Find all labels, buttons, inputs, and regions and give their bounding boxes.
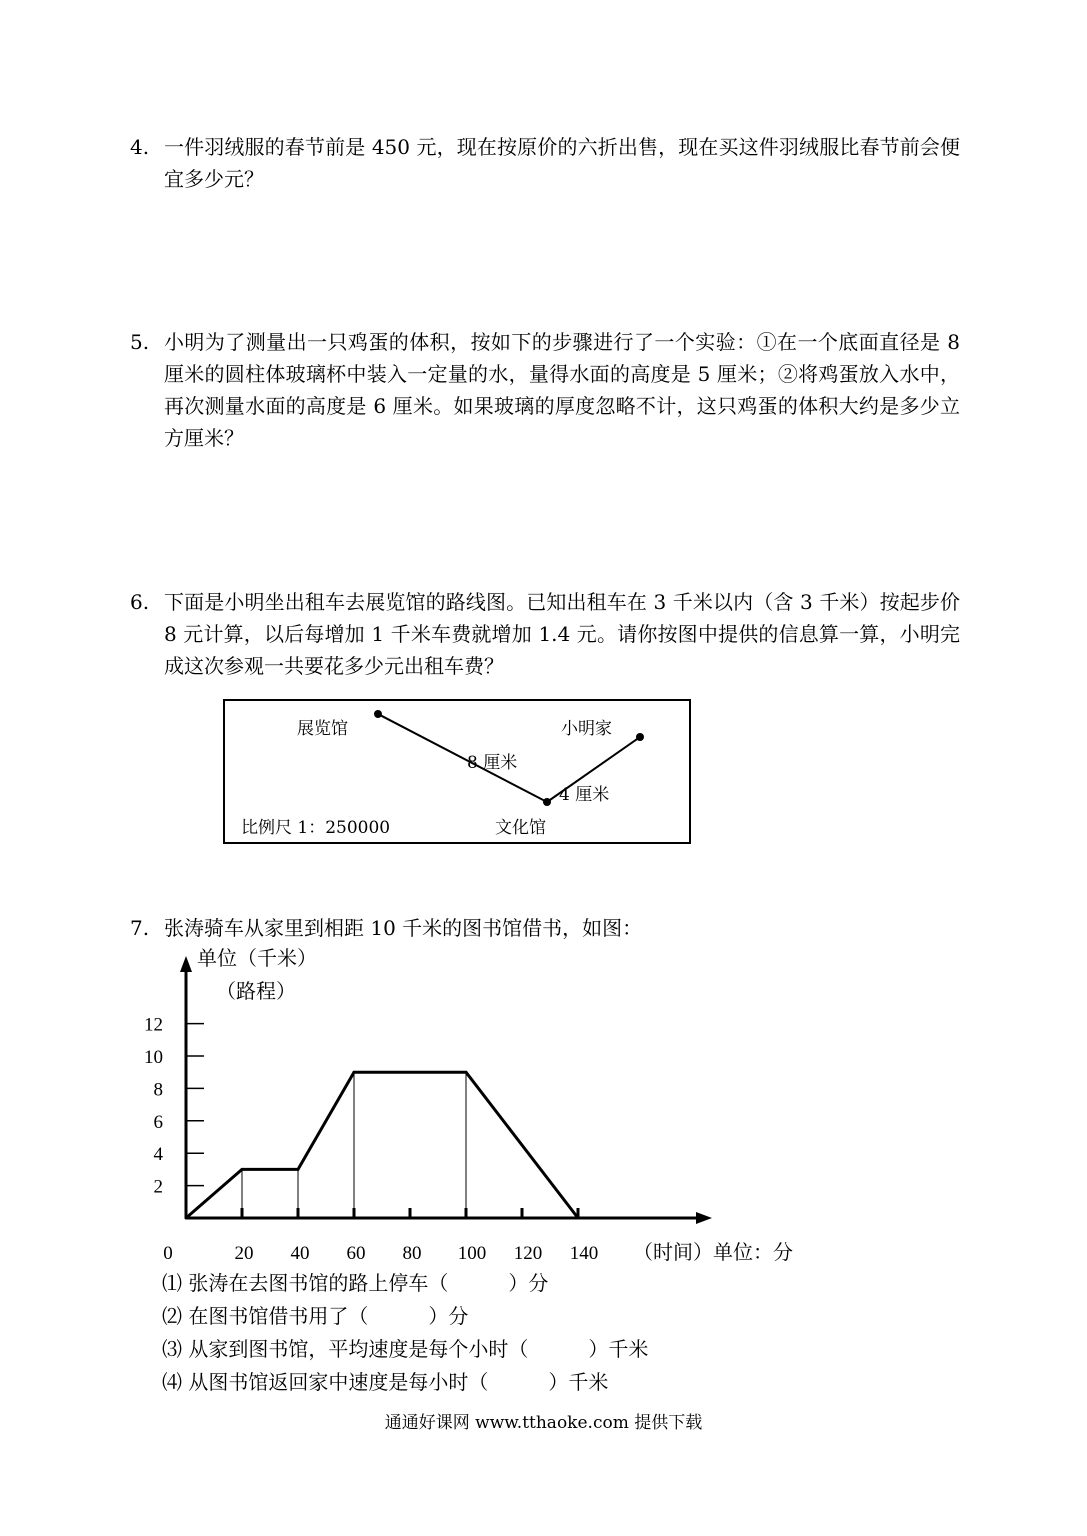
question-text: 小明为了测量出一只鸡蛋的体积，按如下的步骤进行了一个实验：①在一个底面直径是 8 厘米的圆柱体玻璃杯中装入一定量的水，量得水面的高度是 5 厘米；②将鸡蛋放入水中，再次测量水面的高度是 6 厘米。如果玻璃的厚度忽略不计，这只鸡蛋的体积大约是多少立方厘米？ [164, 330, 960, 450]
data-point [297, 1168, 300, 1171]
scale-label: 比例尺 1：250000 [241, 818, 391, 838]
x-tick-label: 20 [234, 1243, 254, 1264]
data-point [465, 1071, 468, 1074]
data-point [577, 1217, 580, 1220]
sub-question-2: ⑵ 在图书馆借书用了（ ）分 [162, 1304, 469, 1328]
data-point [241, 1168, 244, 1171]
data-point [185, 1217, 188, 1220]
data-point [353, 1071, 356, 1074]
x-tick-label: 0 [163, 1243, 173, 1264]
series-line [186, 1072, 578, 1218]
y-tick-label: 4 [153, 1144, 163, 1166]
home-label: 小明家 [561, 719, 612, 739]
x-axis-label: （时间）单位：分 [633, 1240, 793, 1264]
exhibition-hall-label: 展览馆 [297, 719, 348, 739]
x-tick-label: 80 [402, 1243, 422, 1264]
y-tick-label: 12 [144, 1014, 163, 1036]
y-tick-label: 6 [153, 1111, 163, 1133]
chart-marks [185, 1071, 580, 1220]
x-axis-arrow [696, 1212, 712, 1224]
x-tick-label: 120 [513, 1243, 543, 1264]
y-axis-label-2: （路程） [216, 979, 296, 1003]
y-axis-label: 单位（千米） [197, 946, 317, 970]
question-text: 一件羽绒服的春节前是 450 元，现在按原价的六折出售，现在买这件羽绒服比春节前会便宜多少元？ [164, 135, 960, 191]
question-number: 5. [130, 330, 150, 354]
y-axis-arrow [180, 956, 192, 972]
question-number: 4. [130, 135, 150, 159]
question-text: 下面是小明坐出租车去展览馆的路线图。已知出租车在 3 千米以内（含 3 千米）按起步价 8 元计算，以后每增加 1 千米车费就增加 1.4 元。请你按图中提供的信息算一算，小明完成这次参观一共要花多少元出租车费？ [164, 590, 960, 678]
x-tick-label: 40 [290, 1243, 310, 1264]
culture-hall-label: 文化馆 [495, 818, 546, 838]
y-tick-label: 10 [144, 1047, 163, 1068]
y-tick-label: 8 [153, 1079, 163, 1101]
y-tick-label: 2 [153, 1176, 163, 1198]
segment-2-label: 4 厘米 [559, 785, 610, 805]
question-text: 张涛骑车从家里到相距 10 千米的图书馆借书，如图： [164, 916, 643, 940]
segment-1-label: 8 厘米 [467, 753, 518, 773]
sub-question-4: ⑷ 从图书馆返回家中速度是每小时（ ）千米 [162, 1370, 609, 1394]
question-number: 7. [130, 916, 150, 940]
footer: 通通好课网 www.tthaoke.com 提供下载 [384, 1413, 703, 1433]
x-tick-label: 140 [569, 1243, 599, 1264]
x-tick-label: 100 [457, 1243, 487, 1264]
sub-question-1: ⑴ 张涛在去图书馆的路上停车（ ）分 [162, 1271, 549, 1295]
sub-question-3: ⑶ 从家到图书馆，平均速度是每个小时（ ）千米 [162, 1337, 649, 1361]
question-number: 6. [130, 590, 150, 614]
x-tick-label: 60 [346, 1243, 366, 1264]
